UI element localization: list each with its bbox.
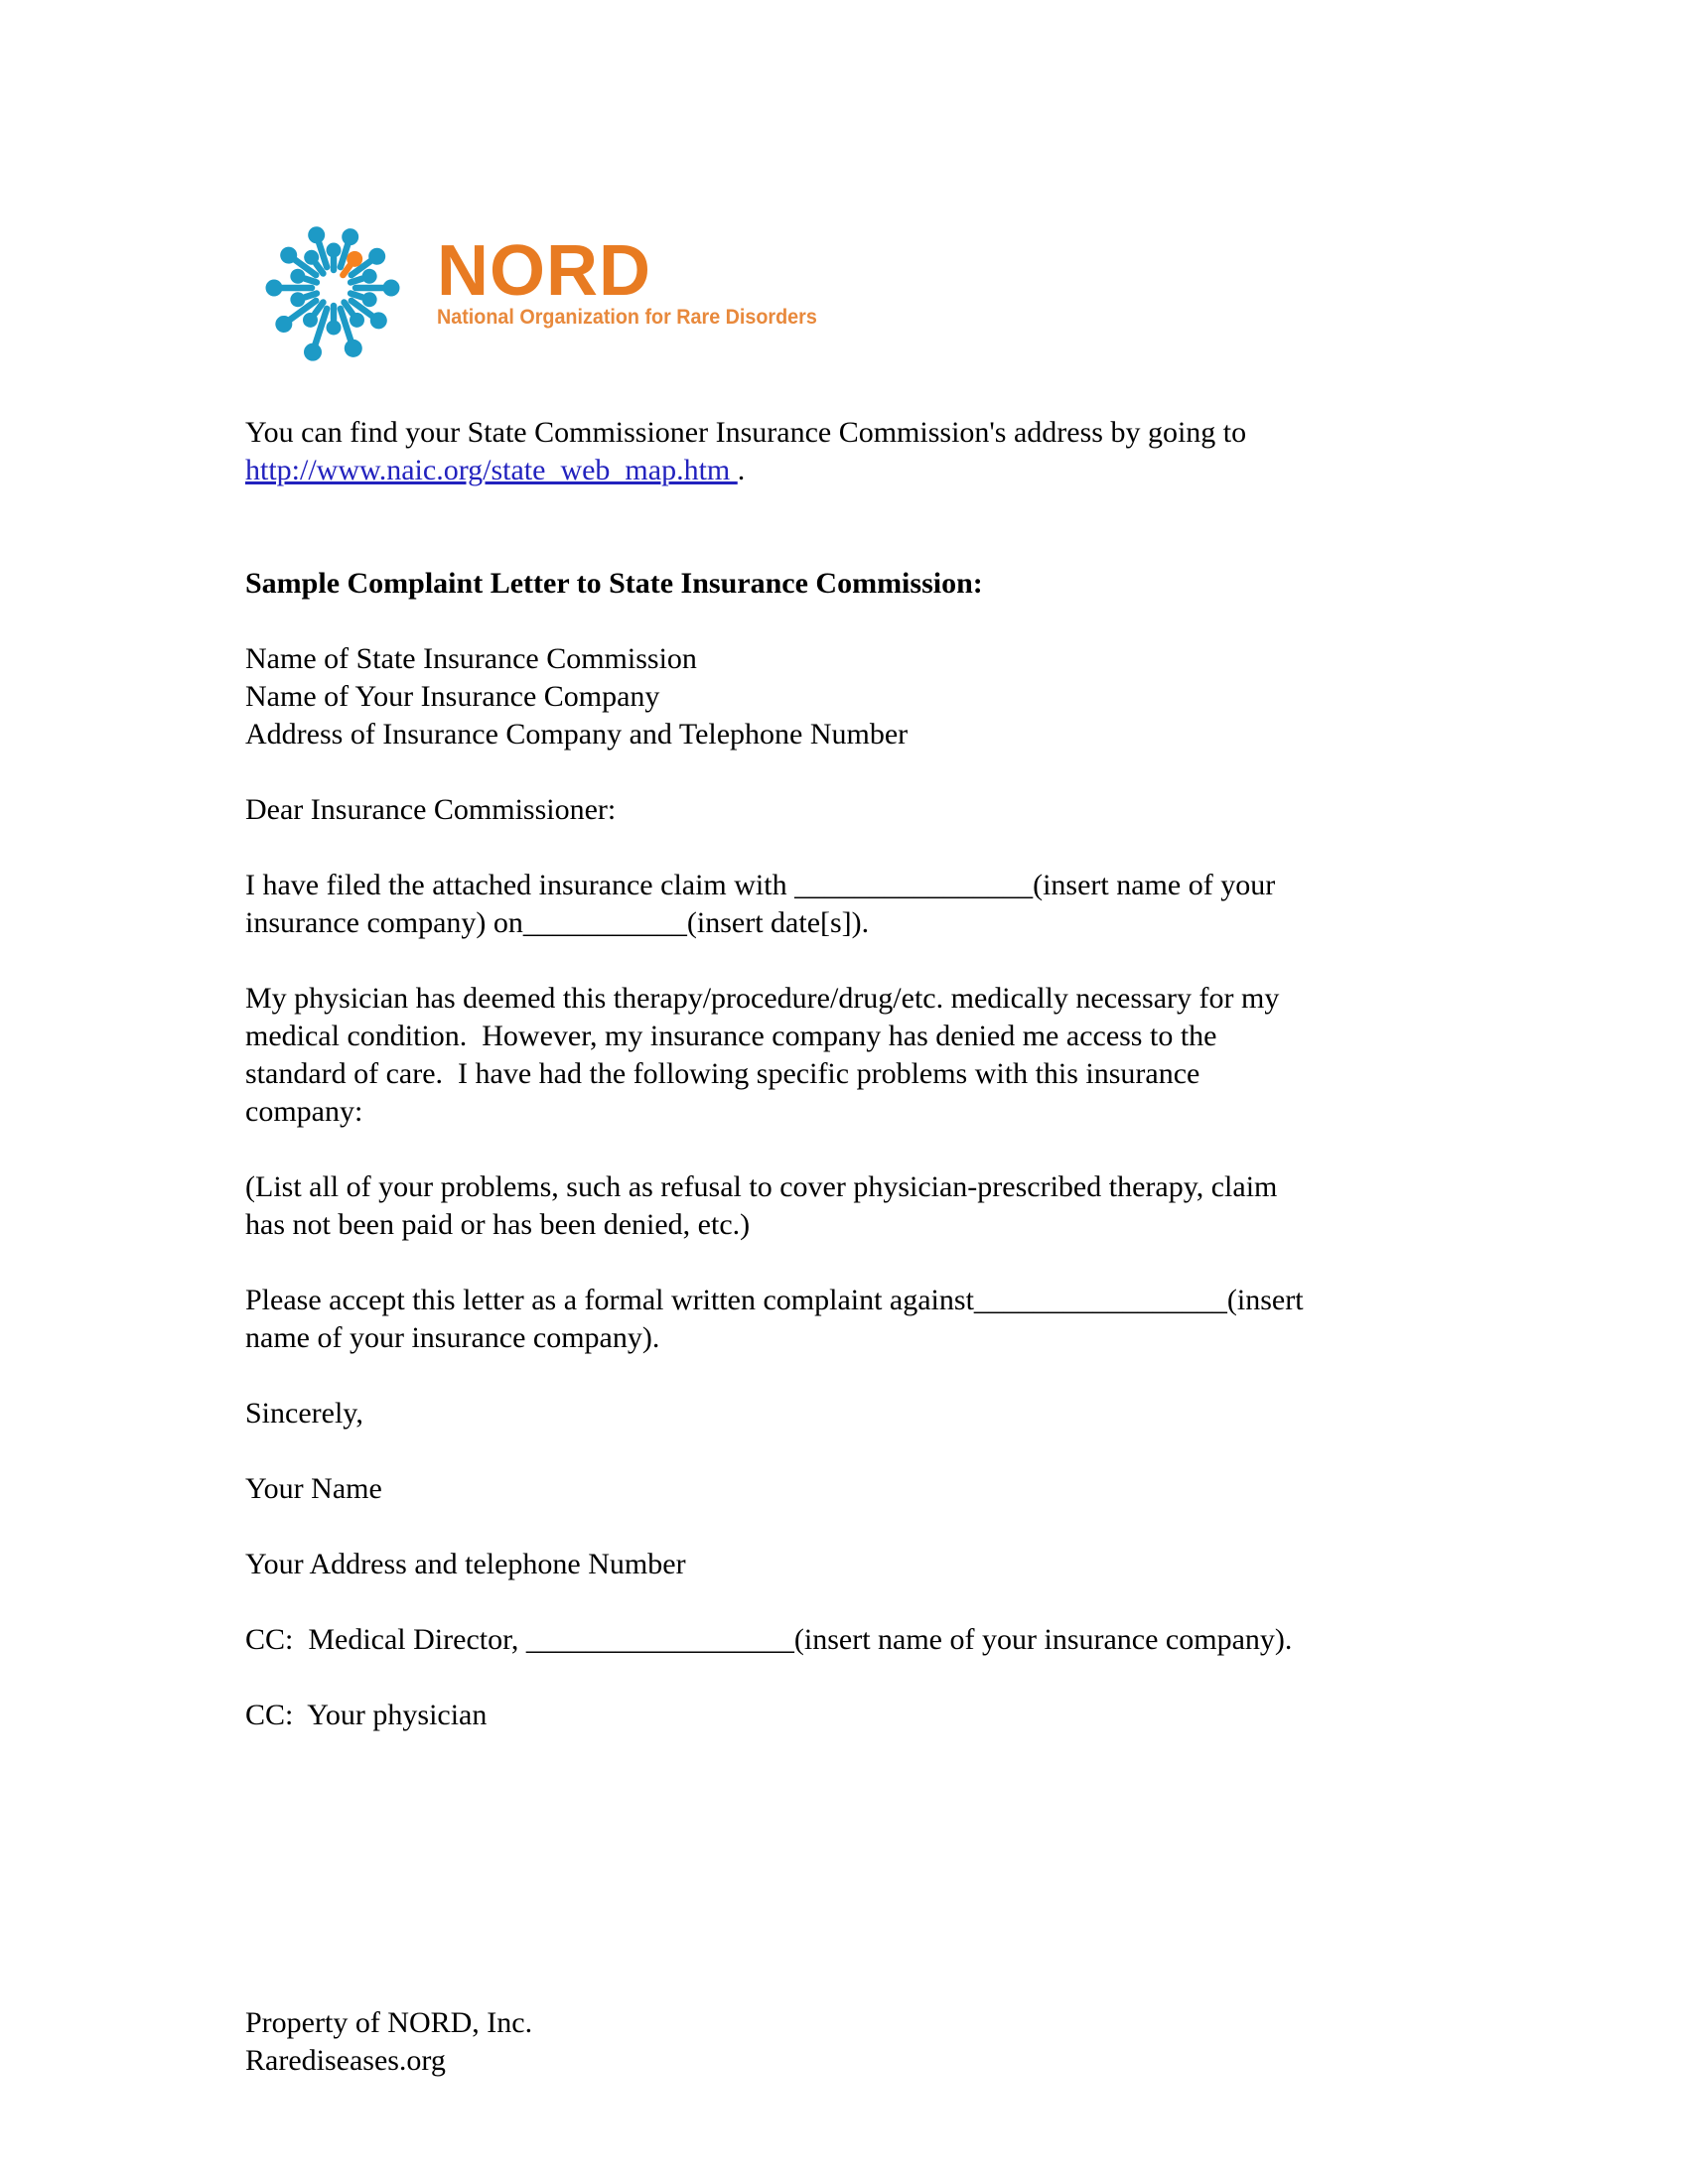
salutation-line: Dear Insurance Commissioner:: [245, 793, 617, 826]
address-line-phone: Address of Insurance Company and Telephone Number: [245, 718, 909, 751]
naic-link[interactable]: http://www.naic.org/state_web_map.htm: [245, 454, 738, 486]
closing: [245, 1395, 1536, 1433]
signature-name: [245, 1470, 1536, 1508]
signature-address-line: Your Address and telephone Number: [245, 1548, 686, 1580]
letter-heading: [245, 565, 1536, 603]
nord-wordmark: NORD: [437, 231, 651, 311]
nord-tagline: National Organization for Rare Disorders: [437, 306, 817, 329]
physician-paragraph: [245, 980, 1536, 1131]
physician-line-3: standard of care. I have had the following specific problems with this insurance: [245, 1057, 1200, 1090]
complaint-line-1: Please accept this letter as a formal written complaint against_________________(insert: [245, 1284, 1304, 1316]
claim-paragraph: [245, 867, 1536, 942]
claim-line-2: insurance company) on___________(insert date[s]).: [245, 906, 870, 939]
letter-body: [245, 414, 1536, 1772]
problem-list-line-1: (List all of your problems, such as refusal to cover physician-prescribed therapy, claim: [245, 1170, 1278, 1203]
intro-paragraph: [245, 414, 1536, 489]
nord-logo: [246, 216, 841, 365]
claim-line-1: I have filed the attached insurance claim with ________________(insert name of your: [245, 869, 1276, 901]
physician-line-4: company:: [245, 1095, 363, 1128]
link-trailing-period: .: [737, 454, 746, 486]
nord-starburst-icon: [246, 216, 423, 365]
document-footer: [245, 2004, 532, 2080]
physician-line-1: My physician has deemed this therapy/procedure/drug/etc. medically necessary for my: [245, 982, 1280, 1015]
signature-name-line: Your Name: [245, 1472, 382, 1505]
complaint-paragraph: [245, 1282, 1536, 1357]
nord-logo-text: [437, 216, 841, 330]
closing-line: Sincerely,: [245, 1397, 363, 1430]
salutation: [245, 791, 1536, 829]
problem-list-line-2: has not been paid or has been denied, etc.): [245, 1208, 751, 1241]
address-line-company: Name of Your Insurance Company: [245, 680, 660, 713]
physician-line-2: medical condition. However, my insurance company has denied me access to the: [245, 1020, 1217, 1052]
intro-line-1: You can find your State Commissioner Insurance Commission's address by going to: [245, 416, 1247, 449]
intro-line-2: [245, 452, 1536, 489]
cc-physician-line: CC: Your physician: [245, 1699, 488, 1731]
cc-medical-director-line: CC: Medical Director, __________________(insert name of your insurance company).: [245, 1623, 1293, 1656]
address-block: [245, 640, 1536, 753]
signature-address: [245, 1546, 1536, 1583]
cc-physician: [245, 1697, 1536, 1734]
heading-line: Sample Complaint Letter to State Insurance Commission:: [245, 567, 983, 600]
footer-website-line: Rarediseases.org: [245, 2044, 446, 2077]
cc-medical-director: [245, 1621, 1536, 1659]
address-line-commission: Name of State Insurance Commission: [245, 642, 697, 675]
footer-property-line: Property of NORD, Inc.: [245, 2006, 533, 2039]
complaint-line-2: name of your insurance company).: [245, 1321, 660, 1354]
problem-list-paragraph: [245, 1168, 1536, 1244]
